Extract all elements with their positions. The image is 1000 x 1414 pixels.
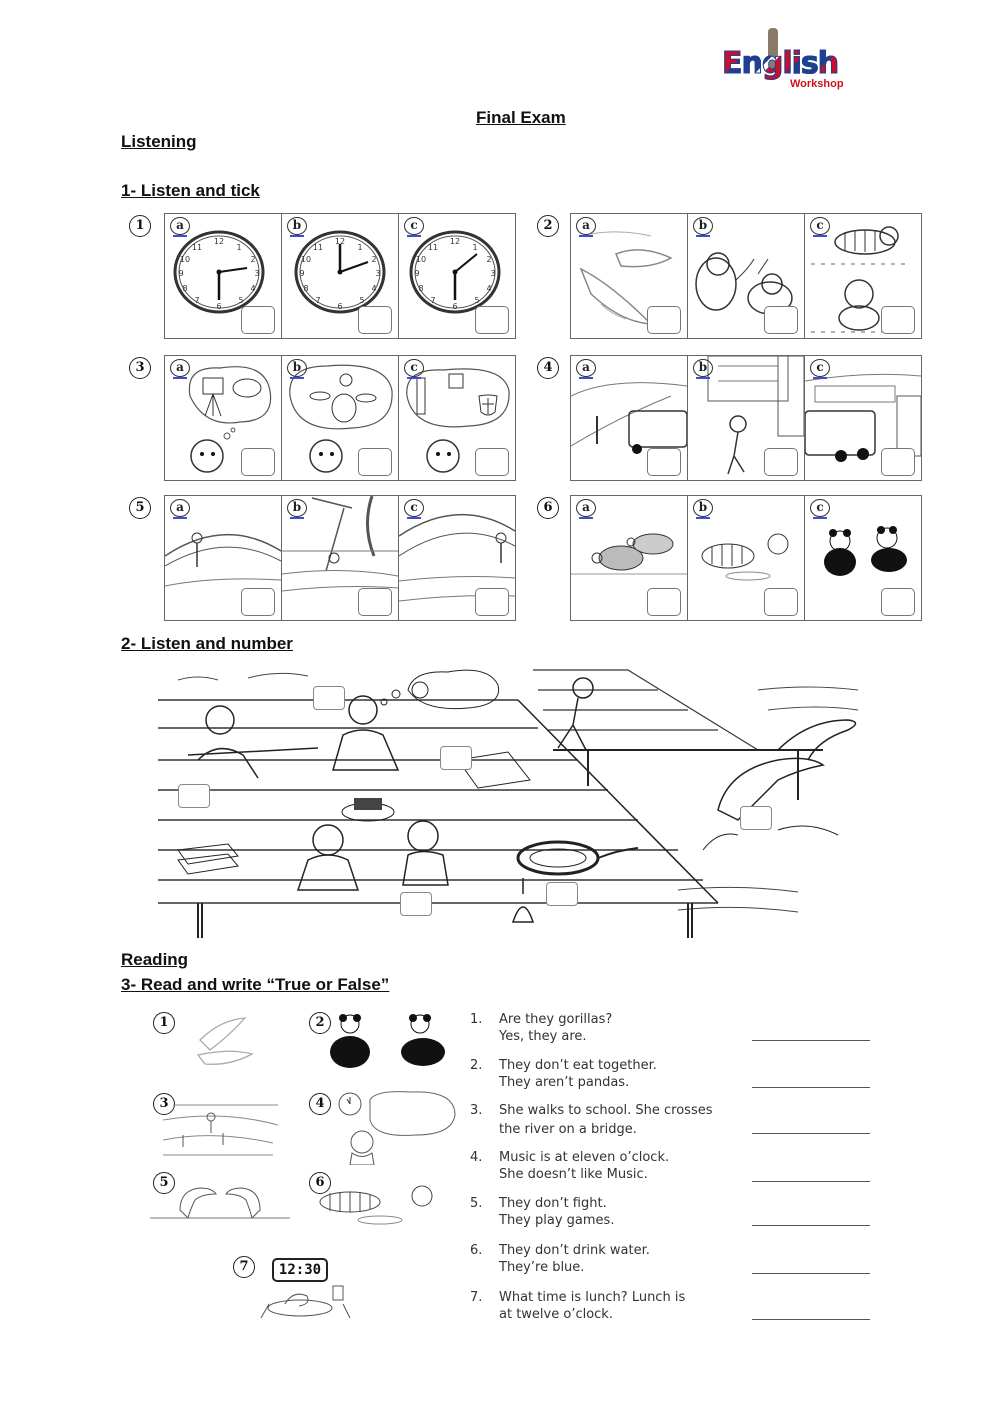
picture-number-6: 6: [309, 1172, 331, 1194]
section-1-title: 1- Listen and tick: [121, 181, 260, 200]
number-box-6[interactable]: [546, 882, 578, 906]
pier-scene: [158, 660, 888, 940]
number-box-5[interactable]: [400, 892, 432, 916]
question-number-3: 3: [129, 357, 151, 379]
tick-box[interactable]: [764, 588, 798, 616]
digital-clock: 12:30: [272, 1258, 328, 1282]
picture-number-3: 3: [153, 1093, 175, 1115]
svg-text:5: 5: [359, 296, 365, 305]
statement-line-1: Music is at eleven o’clock.: [499, 1150, 670, 1165]
question-number-5: 5: [129, 497, 151, 519]
section-3-title: 3- Read and write “True or False”: [121, 975, 390, 994]
option-a-label: a: [576, 359, 596, 377]
picture-number-7: 7: [233, 1256, 255, 1278]
svg-text:11: 11: [312, 243, 324, 252]
tick-box[interactable]: [764, 306, 798, 334]
tick-box[interactable]: [358, 306, 392, 334]
logo-word: English: [722, 46, 839, 81]
english-workshop-logo: [690, 28, 870, 98]
statement-line-2: the river on a bridge.: [499, 1122, 637, 1137]
question-5-strip: [164, 495, 516, 621]
statement-number: 3.: [470, 1103, 483, 1118]
option-b-label: b: [693, 217, 713, 235]
picture-number-1: 1: [153, 1012, 175, 1034]
option-c-label: c: [810, 499, 830, 517]
svg-text:3: 3: [375, 269, 381, 278]
listening-heading: Listening: [121, 132, 197, 151]
option-b-label: b: [287, 217, 307, 235]
svg-text:10: 10: [179, 255, 191, 264]
girl-music-picture: [330, 1090, 460, 1165]
svg-text:1: 1: [357, 243, 363, 252]
option-b-label: b: [287, 499, 307, 517]
option-c-label: c: [404, 217, 424, 235]
option-panel-5b[interactable]: [282, 496, 399, 620]
svg-text:3: 3: [490, 269, 496, 278]
option-panel-4a[interactable]: [571, 356, 688, 480]
option-panel-3b[interactable]: [282, 356, 399, 480]
answer-line-2[interactable]: [752, 1087, 870, 1088]
statement-line-2: They aren’t pandas.: [499, 1075, 630, 1090]
statement-number: 4.: [470, 1150, 483, 1165]
svg-text:1: 1: [236, 243, 242, 252]
answer-line-7[interactable]: [752, 1319, 870, 1320]
answer-line-6[interactable]: [752, 1273, 870, 1274]
option-panel-2a[interactable]: [571, 214, 688, 338]
number-box-1[interactable]: [313, 686, 345, 710]
statement-line-2: at twelve o’clock.: [499, 1307, 613, 1322]
tick-box[interactable]: [358, 588, 392, 616]
svg-text:2: 2: [250, 255, 256, 264]
svg-text:6: 6: [216, 302, 222, 311]
svg-text:8: 8: [303, 284, 309, 293]
picture-number-5: 5: [153, 1172, 175, 1194]
svg-text:6: 6: [337, 302, 343, 311]
option-panel-6b[interactable]: [688, 496, 805, 620]
statement-line-2: They’re blue.: [499, 1260, 585, 1275]
number-box-2[interactable]: [178, 784, 210, 808]
svg-text:11: 11: [427, 243, 439, 252]
svg-text:9: 9: [414, 269, 420, 278]
pier-scene-illustration: [158, 660, 888, 940]
option-panel-2c[interactable]: [805, 214, 921, 338]
option-panel-4b[interactable]: [688, 356, 805, 480]
girl-crossing-river-picture: [163, 1095, 283, 1160]
svg-text:11: 11: [191, 243, 203, 252]
svg-text:4: 4: [250, 284, 256, 293]
question-number-6: 6: [537, 497, 559, 519]
section-2-title: 2- Listen and number: [121, 634, 293, 653]
statement-line-1: They don’t fight.: [499, 1196, 607, 1211]
logo-subtitle: Workshop: [790, 78, 844, 90]
answer-line-3[interactable]: [752, 1133, 870, 1134]
option-a-label: a: [170, 217, 190, 235]
tick-box[interactable]: [764, 448, 798, 476]
reading-heading: Reading: [121, 950, 189, 969]
option-panel-5a[interactable]: [165, 496, 282, 620]
lunch-plate-picture: [255, 1280, 355, 1320]
svg-text:4: 4: [486, 284, 492, 293]
question-2-strip: [570, 213, 922, 339]
statement-number: 1.: [470, 1012, 483, 1027]
statement-line-1: They don’t drink water.: [499, 1243, 650, 1258]
option-panel-6c[interactable]: [805, 496, 921, 620]
dolphins-picture: [150, 1180, 290, 1230]
question-6-strip: [570, 495, 922, 621]
svg-text:9: 9: [178, 269, 184, 278]
svg-text:5: 5: [238, 296, 244, 305]
option-panel-3c[interactable]: [399, 356, 515, 480]
svg-text:6: 6: [452, 302, 458, 311]
svg-text:8: 8: [182, 284, 188, 293]
option-c-label: c: [404, 499, 424, 517]
tick-box[interactable]: [647, 448, 681, 476]
option-panel-1b[interactable]: [282, 214, 399, 338]
tick-box[interactable]: [241, 448, 275, 476]
svg-text:2: 2: [486, 255, 492, 264]
tigers-drinking-picture: [310, 1180, 450, 1230]
tick-box[interactable]: [647, 588, 681, 616]
tick-box[interactable]: [881, 588, 915, 616]
statement-line-1: They don’t eat together.: [499, 1058, 657, 1073]
question-4-strip: [570, 355, 922, 481]
option-c-label: c: [404, 359, 424, 377]
tick-box[interactable]: [475, 306, 509, 334]
picture-number-2: 2: [309, 1012, 331, 1034]
svg-text:12: 12: [213, 237, 225, 246]
question-1-strip: [164, 213, 516, 339]
option-panel-1c[interactable]: [399, 214, 515, 338]
tick-box[interactable]: [881, 306, 915, 334]
answer-line-4[interactable]: [752, 1181, 870, 1182]
option-panel-2b[interactable]: [688, 214, 805, 338]
question-3-strip: [164, 355, 516, 481]
number-box-3[interactable]: [440, 746, 472, 770]
answer-line-1[interactable]: [752, 1040, 870, 1041]
svg-text:12: 12: [449, 237, 461, 246]
svg-text:2: 2: [371, 255, 377, 264]
statement-line-2: She doesn’t like Music.: [499, 1167, 648, 1182]
tick-box[interactable]: [881, 448, 915, 476]
number-box-4[interactable]: [740, 806, 772, 830]
statement-line-1: Are they gorillas?: [499, 1012, 613, 1027]
option-a-label: a: [170, 359, 190, 377]
svg-text:8: 8: [418, 284, 424, 293]
page-title: Final Exam: [476, 108, 566, 127]
pandas-picture: [305, 1012, 455, 1072]
option-panel-3a[interactable]: [165, 356, 282, 480]
svg-text:7: 7: [194, 296, 200, 305]
svg-text:9: 9: [299, 269, 305, 278]
svg-text:7: 7: [315, 296, 321, 305]
question-number-1: 1: [129, 215, 151, 237]
tick-box[interactable]: [647, 306, 681, 334]
option-panel-5c[interactable]: [399, 496, 515, 620]
option-a-label: a: [576, 499, 596, 517]
option-b-label: b: [287, 359, 307, 377]
statement-number: 7.: [470, 1290, 483, 1305]
option-a-label: a: [170, 499, 190, 517]
tick-box[interactable]: [241, 306, 275, 334]
tick-box[interactable]: [358, 448, 392, 476]
svg-text:12: 12: [334, 237, 346, 246]
option-panel-4c[interactable]: [805, 356, 921, 480]
statement-line-2: They play games.: [499, 1213, 615, 1228]
statement-line-1: What time is lunch? Lunch is: [499, 1290, 686, 1305]
statement-line-1: She walks to school. She crosses: [499, 1103, 713, 1118]
option-c-label: c: [810, 359, 830, 377]
svg-text:7: 7: [430, 296, 436, 305]
tick-box[interactable]: [475, 588, 509, 616]
whales-picture: [190, 1010, 270, 1070]
svg-text:3: 3: [254, 269, 260, 278]
statement-line-2: Yes, they are.: [499, 1029, 587, 1044]
svg-text:4: 4: [371, 284, 377, 293]
svg-text:10: 10: [300, 255, 312, 264]
option-panel-1a[interactable]: [165, 214, 282, 338]
picture-number-4: 4: [309, 1093, 331, 1115]
svg-text:10: 10: [415, 255, 427, 264]
option-c-label: c: [810, 217, 830, 235]
svg-text:1: 1: [472, 243, 478, 252]
answer-line-5[interactable]: [752, 1225, 870, 1226]
tick-box[interactable]: [241, 588, 275, 616]
statement-number: 5.: [470, 1196, 483, 1211]
option-b-label: b: [693, 359, 713, 377]
option-b-label: b: [693, 499, 713, 517]
option-a-label: a: [576, 217, 596, 235]
option-panel-6a[interactable]: [571, 496, 688, 620]
svg-text:5: 5: [474, 296, 480, 305]
question-number-4: 4: [537, 357, 559, 379]
statement-number: 2.: [470, 1058, 483, 1073]
question-number-2: 2: [537, 215, 559, 237]
statement-number: 6.: [470, 1243, 483, 1258]
tick-box[interactable]: [475, 448, 509, 476]
